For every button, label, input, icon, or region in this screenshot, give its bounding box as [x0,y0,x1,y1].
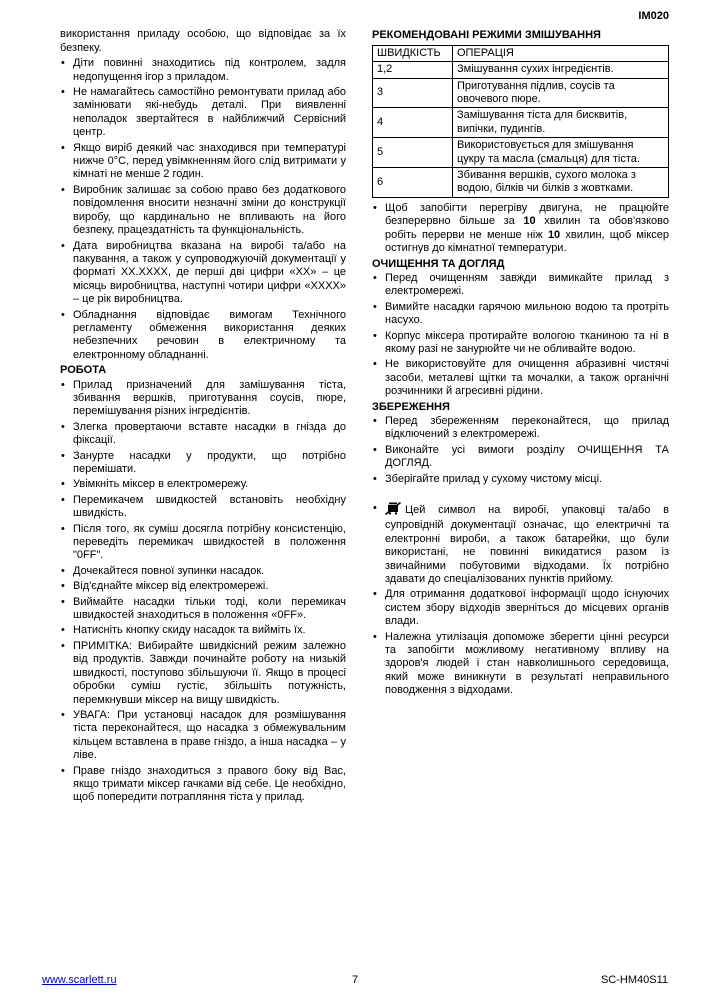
section-heading-storage: ЗБЕРЕЖЕННЯ [372,400,450,413]
bullet-text: Дочекайтеся повної зупинки насадок. [73,564,265,577]
list-item [60,86,346,140]
table-header-row [373,45,669,61]
table-row [373,78,669,108]
bullet-text: Після того, як суміш досягла потрібну консистенцію, переведіть перемикач швидкостей в положення "0FF". [73,522,346,562]
bullet-text: Цей символ на виробі, упаковці та/або в супровідній документації означає, що електричні та електронні вироби, а також батарейки, що були використані, не повинні викидатися разом із звичайними побутовими відходами. Їх потрібно здавати до спеціалізованих пунктів прийому. [385,504,669,586]
table-row [373,138,669,168]
list-item [60,580,346,593]
list-item [60,421,346,448]
bullet-text: Дата виробництва вказана на виробі та/або на пакування, а також у супроводжуючій документації у форматі XX.XXXX, де перші дві цифри «XX» – це місяць виробництва, наступні чотири цифри «XXXX» – це рік виробництва. [73,239,346,306]
list-item [60,57,346,84]
paragraph-continuation: використання приладу особою, що відповідає за їх безпеку. [60,28,346,54]
table-row [373,168,669,198]
list-item [372,444,669,471]
bullet-text: Обладнання відповідає вимогам Технічного регламенту обмеження використання деяких небезпечних речовин в електричному та електронному обладнанні. [73,308,346,361]
model-number: SC-HM40S11 [600,973,668,986]
list-item [60,596,346,623]
list-item [372,588,669,628]
operation-cell: Змішування сухих інгредієнтів. [453,62,669,78]
text-part: хвилин, щоб міксер остигнув до кімнатної температури. [385,228,669,255]
list-item [372,473,669,486]
page-number: 7 [351,973,359,986]
text-part: Щоб запобігти перегріву двигуна, не працюйте безперервно більше за [385,201,669,228]
bold-number: 10 [523,215,536,228]
bullet-text [385,202,669,254]
list-item [60,379,346,419]
bullet-text: УВАГА: При установці насадок для розмішування тіста переконайтеся, що насадка з обмежувальним кільцем вставлена в праве гніздо, а інша насадка – у ліве. [73,708,346,762]
bullet-text: Праве гніздо знаходиться з правого боку від Вас, якщо тримати міксер гачками від себе. Це необхідно, щоб попередити потрапляння тіста у прилад. [73,764,346,804]
table-row [373,62,669,78]
page-footer [0,974,707,987]
bullet-text: Виконайте усі вимоги розділу ОЧИЩЕННЯ ТА ДОГЛЯД. [385,443,669,470]
bullet-text: Діти повинні знаходитись під контролем, задля недопущення ігор з приладом. [73,57,346,83]
list-item [60,142,346,182]
speed-cell: 6 [373,168,453,198]
section-heading-work: РОБОТА [60,364,107,377]
right-column [372,28,669,806]
list-item [60,240,346,307]
list-item [60,565,346,578]
operation-cell: Замішування тіста для бисквитів, випічки, пудингів. [453,108,669,138]
scarlett-link[interactable]: www.scarlett.ru [42,973,117,986]
bullet-text: Перемикачем швидкостей встановіть необхідну швидкість. [73,493,346,520]
speed-cell: 5 [373,138,453,168]
left-column [60,28,346,806]
list-item [60,765,346,805]
operation-cell: Використовується для змішування цукру та масла (смальця) для тіста. [453,138,669,168]
bullet-text: Не намагайтесь самостійно ремонтувати прилад або замінювати які-небудь деталі. При виявленні неполадок звертайтеся в найближчий Сервісний центр. [73,86,346,139]
operation-cell: Приготування підлив, соусів та овочевого пюре. [453,78,669,108]
bullet-text: Прилад призначений для замішування тіста, збивання вершків, приготування соусів, пюре, перемішування різних інгредієнтів. [73,378,346,418]
list-item [372,631,669,698]
bullet-text: Натисніть кнопку скиду насадок та вийміть їх. [73,624,306,637]
section-heading-modes: РЕКОМЕНДОВАНІ РЕЖИМИ ЗМІШУВАННЯ [372,29,601,42]
bullet-text: Для отримання додаткової інформації щодо існуючих систем збору відходів зверніться до місцевих органів влади. [385,588,669,628]
table-header-speed: ШВИДКІСТЬ [373,45,453,61]
bullet-text: Занурте насадки у продукти, що потрібно перемішати. [73,449,346,475]
table-header-operation: ОПЕРАЦІЯ [453,45,669,61]
mixing-modes-table [372,45,669,198]
list-item [60,478,346,491]
speed-cell: 1,2 [373,62,453,78]
weee-bin-icon [385,502,401,519]
two-column-layout [60,28,669,806]
doc-code: IM020 [638,10,669,22]
text-part: хвилин та обов'язково робіть перерви не менше ніж [385,215,669,241]
list-item [60,309,346,363]
list-item [60,523,346,563]
bullet-text: Вимийте насадки гарячою мильною водою та протріть насухо. [385,300,669,327]
operation-cell: Збивання вершків, сухого молока з водою, білків чи білків з жовтками. [453,168,669,198]
bullet-text: Належна утилізація допоможе зберегти цінні ресурси та запобігти можливому негативному впливу на здоров'я людей і стан навколишнього середовища, який може виникнути в результаті неправильного поводження з відходами. [385,630,669,697]
list-item [60,184,346,238]
speed-cell: 4 [373,108,453,138]
list-item [372,272,669,299]
list-item [60,494,346,521]
bold-number: 10 [547,228,561,241]
list-item [60,640,346,707]
bullet-text: Перед збереженням переконайтеся, що прилад відключений з електромережі. [385,414,669,441]
bullet-text: Не використовуйте для очищення абразивні чистячі засоби, металеві щітки та мочалки, а також органічні розчинники й агресивні рідини. [385,358,669,398]
list-item [372,358,669,398]
bullet-text: ПРИМІТКА: Вибирайте швидкісний режим залежно від продуктів. Завжди починайте роботу на низькій швидкості, поступово збільшуючи її. Якщо в процесі обробки суміш густіє, збільшіть потужність, перемкнувши міксер на вищу швидкість. [73,639,346,706]
list-item [372,202,669,256]
list-item [372,502,669,586]
bullet-text: Корпус міксера протирайте вологою тканиною та ні в якому разі не занурюйте чи не обливайте водою. [385,329,669,355]
bullet-text: Від'єднайте міксер від електромережі. [73,580,269,593]
list-item [372,415,669,442]
list-item [372,301,669,328]
section-heading-cleaning: ОЧИЩЕННЯ ТА ДОГЛЯД [372,257,505,270]
list-item [60,624,346,637]
bullet-text: Виймайте насадки тільки тоді, коли перемикач швидкостей знаходиться в положення «0FF». [73,595,346,622]
bullet-text: Перед очищенням завжди вимикайте прилад з електромережі. [385,271,669,298]
bullet-text: Злегка провертаючи вставте насадки в гнізда до фіксації. [73,420,346,447]
bullet-text: Виробник залишає за собою право без додаткового повідомлення вносити незначні зміни до конструкції виробу, що кардинально не впливають на його безпеку, працездатність та функціональність. [73,183,346,237]
bullet-text: Увімкніть міксер в електромережу. [73,478,249,491]
speed-cell: 3 [373,78,453,108]
table-row [373,108,669,138]
list-item [372,330,669,357]
bullet-text: Зберігайте прилад у сухому чистому місці. [385,472,603,485]
list-item [60,709,346,763]
bullet-text: Якщо виріб деякий час знаходився при температурі нижче 0°C, перед увімкненням його слід витримати у кімнаті не менше 2 годин. [73,141,346,181]
list-item [60,450,346,477]
